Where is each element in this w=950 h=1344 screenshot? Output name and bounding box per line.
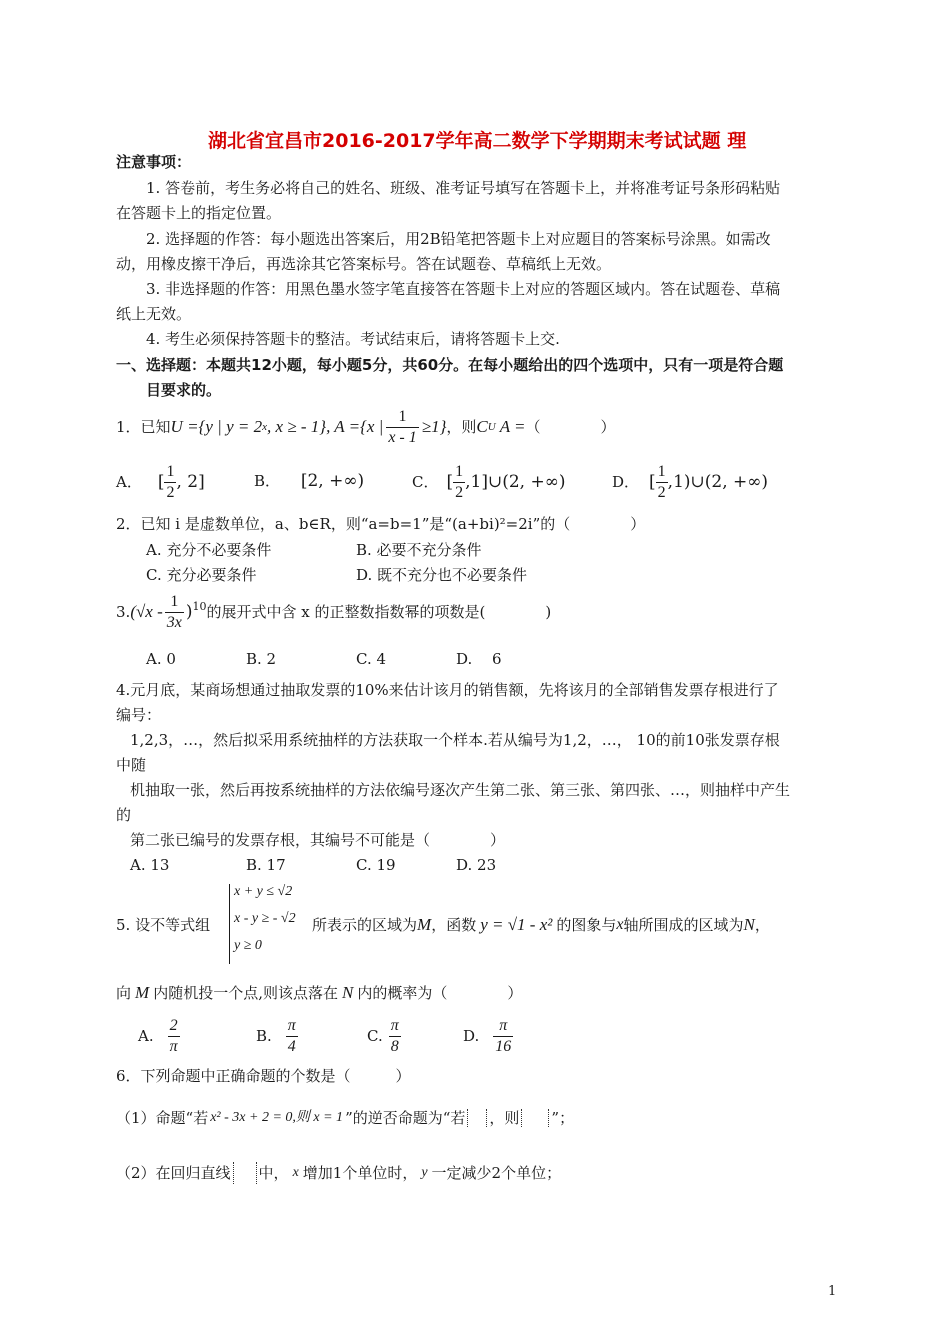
q1-paren: （ ）: [525, 418, 616, 436]
q1-option-c: [412, 459, 566, 505]
q5-option-d-label: D.: [463, 1027, 480, 1045]
q1-option-d-close: ,1)∪(2, +∞): [667, 472, 769, 492]
q1-option-c-label: C．: [412, 473, 439, 491]
q3-expr-open: (√x -: [130, 602, 163, 621]
q6-item2f: 一定减少2个单位；: [431, 1164, 562, 1182]
question-4-line-3: 1,2,3，…，然后拟采用系统抽样的方法获取一个样本.若从编号为1,2，…， 10的前10张发票存根: [130, 731, 780, 749]
q6-item1d: ，则: [489, 1109, 520, 1127]
q3-frac-den: 3x: [166, 613, 182, 631]
notice-item-1a: 1. 答卷前，考生务必将自己的姓名、班级、准考证号填写在答题卡上，并将准考证号条形码粘贴: [146, 179, 781, 197]
q3-power: 10: [192, 600, 207, 613]
q5-stem-line-1: [312, 915, 770, 935]
q5-a-num: 2: [168, 1016, 180, 1037]
q5-mid4: 轴所围成的区域为: [623, 916, 744, 934]
q2-option-d: D. 既不充分也不必要条件: [356, 566, 528, 584]
q6-item2b: 中，: [258, 1164, 289, 1182]
q1-fraction-den: x - 1: [388, 428, 417, 446]
notice-heading: 注意事项：: [116, 153, 192, 171]
q5-inequality-3: y ≥ 0: [234, 938, 262, 953]
notice-item-3b: 纸上无效。: [116, 305, 192, 323]
q3-option-a: A. 0: [146, 650, 176, 668]
notice-item-4: 4. 考生必须保持答题卡的整洁。考试结束后，请将答题卡上交.: [146, 330, 560, 348]
q6-item2-x: x: [292, 1165, 299, 1180]
q1-option-c-frac: [453, 462, 465, 503]
q5-system-brace: [229, 884, 230, 964]
q3-prefix: 3.: [116, 603, 131, 621]
question-3-stem: [116, 589, 551, 635]
q6-regression-formula-icon: [233, 1162, 257, 1184]
q2-option-c: C. 充分必要条件: [146, 566, 257, 584]
q1-option-a: [116, 459, 205, 505]
question-4-line-7: 第二张已编号的发票存根，其编号不可能是（ ）: [130, 831, 506, 849]
q1-ask-a: A =: [499, 417, 526, 436]
q6-item1-formula: x² - 3x + 2 = 0,则 x = 1: [210, 1110, 344, 1125]
q2-option-b: B. 必要不充分条件: [356, 541, 482, 559]
q5-mid: 所表示的区域为: [312, 916, 418, 934]
q5-a-den: π: [169, 1037, 178, 1055]
q5-mid3: 的图象与: [556, 916, 617, 934]
q6-item2d: 增加1个单位时，: [302, 1164, 418, 1182]
q1-option-a-close: , 2]: [176, 472, 205, 492]
q1-sub: U: [487, 421, 496, 433]
notice-item-2a: 2. 选择题的作答：每小题选出答案后，用2B铅笔把答题卡上对应题目的答案标号涂黑。如需改: [146, 230, 771, 248]
q1-option-b: [254, 471, 364, 491]
q5-region-m: M: [417, 915, 432, 934]
q5-option-d: [463, 1012, 513, 1060]
q1-complement: C: [476, 417, 488, 436]
q1-a-den: 2: [166, 483, 175, 501]
question-5-prefix: 5. 设不等式组: [116, 916, 211, 934]
q1-fraction-num: 1: [386, 407, 418, 428]
q5-option-a-frac: [168, 1016, 180, 1057]
q5-option-c-label: C.: [367, 1027, 383, 1045]
q5-d-den: 16: [495, 1037, 512, 1055]
question-4-line-5: 机抽取一张，然后再按系统抽样的方法依编号逐次产生第二张、第三张、第四张、…，则抽样中产生: [130, 781, 791, 799]
q6-item1c: ”的逆否命题为“若: [345, 1109, 466, 1127]
q5-b-num: π: [286, 1016, 298, 1037]
q5-function: y = √1 - x²: [480, 915, 553, 934]
q5-stem-line-2: [116, 983, 522, 1003]
q5-line2e: 内的概率为（ ）: [357, 984, 523, 1002]
q5-line2-n: N: [341, 983, 354, 1002]
q5-x-axis: x: [616, 916, 624, 933]
q5-region-n: N: [743, 915, 755, 934]
q4-option-b: B. 17: [246, 856, 286, 874]
q5-line2a: 向: [116, 984, 132, 1002]
q1-ask: ，则: [446, 418, 477, 436]
q1-option-a-open: [: [157, 472, 165, 492]
q5-d-num: π: [493, 1016, 513, 1037]
q1-c-num: 1: [453, 462, 465, 483]
q1-tail: ≥1}: [421, 417, 447, 436]
q6-item2-y: y: [421, 1165, 428, 1180]
q1-option-b-value: [2, +∞): [300, 471, 365, 491]
q2-option-a: A. 充分不必要条件: [146, 541, 272, 559]
q6-item-2: [116, 1162, 561, 1184]
q6-item2a: （2）在回归直线: [116, 1164, 231, 1182]
question-4-line-4: 中随: [116, 756, 147, 774]
question-4-line-2: 编号：: [116, 706, 162, 724]
notice-item-2b: 动，用橡皮擦干净后，再选涂其它答案标号。答在试题卷、草稿纸上无效。: [116, 255, 612, 273]
q5-line2-m: M: [135, 983, 150, 1002]
q3-fraction: [165, 592, 184, 633]
notice-item-3a: 3. 非选择题的作答：用黑色墨水签字笔直接答在答题卡上对应的答题区域内。答在试题卷、草稿: [146, 280, 781, 298]
q1-c-den: 2: [455, 483, 464, 501]
q3-expr-close: ): [185, 602, 193, 622]
q5-b-den: 4: [287, 1037, 296, 1055]
q3-stem-text: 的展开式中含 x 的正整数指数幂的项数是( ): [206, 603, 552, 621]
q5-option-d-frac: [493, 1016, 513, 1057]
q1-option-a-frac: [164, 462, 176, 503]
q1-set-u: U ={y | y = 2: [170, 417, 263, 436]
q1-option-b-label: B．: [254, 472, 281, 490]
q3-frac-num: 1: [165, 592, 184, 613]
q5-inequality-1: x + y ≤ √2: [234, 884, 293, 899]
question-2-stem: 2．已知 i 是虚数单位，a、b∈R，则“a=b=1”是“(a+bi)²=2i”的（ ）: [116, 515, 646, 533]
question-6-stem: 6．下列命题中正确命题的个数是（ ）: [116, 1067, 411, 1085]
question-4-line-1: 4.元月底，某商场想通过抽取发票的10%来估计该月的销售额，先将该月的全部销售发票存根进行了: [116, 681, 779, 699]
q4-option-c: C. 19: [356, 856, 396, 874]
q5-option-b-frac: [286, 1016, 298, 1057]
question-1-stem: [116, 405, 616, 449]
q1-option-d-frac: [656, 462, 668, 503]
q1-prefix: 1．已知: [116, 418, 171, 436]
q4-option-a: A. 13: [130, 856, 170, 874]
q1-d-num: 1: [656, 462, 668, 483]
q6-item-1: [116, 1108, 574, 1128]
section-heading-cont: 目要求的。: [146, 381, 222, 399]
q5-inequality-2: x - y ≥ - √2: [234, 911, 296, 926]
q1-option-d: [612, 459, 768, 505]
q5-line2c: 内随机投一个点,则该点落在: [153, 984, 338, 1002]
q1-option-c-open: [: [446, 472, 454, 492]
q1-exp: x: [262, 421, 267, 433]
question-4-line-6: 的: [116, 806, 132, 824]
q6-formula-placeholder-icon: [467, 1109, 487, 1127]
q5-option-b: [256, 1012, 298, 1060]
q4-option-d: D. 23: [456, 856, 497, 874]
q5-option-a: [138, 1012, 180, 1060]
page-title: 湖北省宜昌市2016-2017学年高二数学下学期期末考试试题 理: [208, 130, 747, 152]
q5-mid2: ，函数: [431, 916, 477, 934]
q6-item1e: ”；: [551, 1109, 575, 1127]
q1-d-den: 2: [657, 483, 666, 501]
q5-c-den: 8: [390, 1037, 399, 1055]
q3-option-c: C. 4: [356, 650, 387, 668]
q5-comma: ，: [754, 916, 770, 934]
q5-option-c: [367, 1012, 401, 1060]
q5-option-c-frac: [389, 1016, 401, 1057]
q5-option-b-label: B.: [256, 1027, 272, 1045]
q3-option-d: D. 6: [456, 650, 502, 668]
page-number: 1: [828, 1284, 837, 1299]
q5-option-a-label: A.: [138, 1027, 154, 1045]
q1-option-d-open: [: [649, 472, 656, 492]
notice-item-1b: 在答题卡上的指定位置。: [116, 204, 282, 222]
q1-set-a: , x ≥ - 1}, A ={x |: [266, 417, 384, 436]
q6-item1a: （1）命题“若: [116, 1109, 209, 1127]
q1-a-num: 1: [164, 462, 176, 483]
q1-option-c-close: ,1]∪(2, +∞): [465, 472, 566, 492]
section-heading: 一、选择题：本题共12小题，每小题5分，共60分。在每小题给出的四个选项中，只有一项是符合题: [116, 356, 784, 374]
q1-option-a-label: A．: [116, 473, 142, 491]
q5-c-num: π: [389, 1016, 401, 1037]
q1-option-d-label: D．: [612, 473, 640, 491]
q1-fraction: [386, 407, 418, 448]
q6-formula-placeholder-2-icon: [521, 1109, 549, 1127]
q3-option-b: B. 2: [246, 650, 277, 668]
